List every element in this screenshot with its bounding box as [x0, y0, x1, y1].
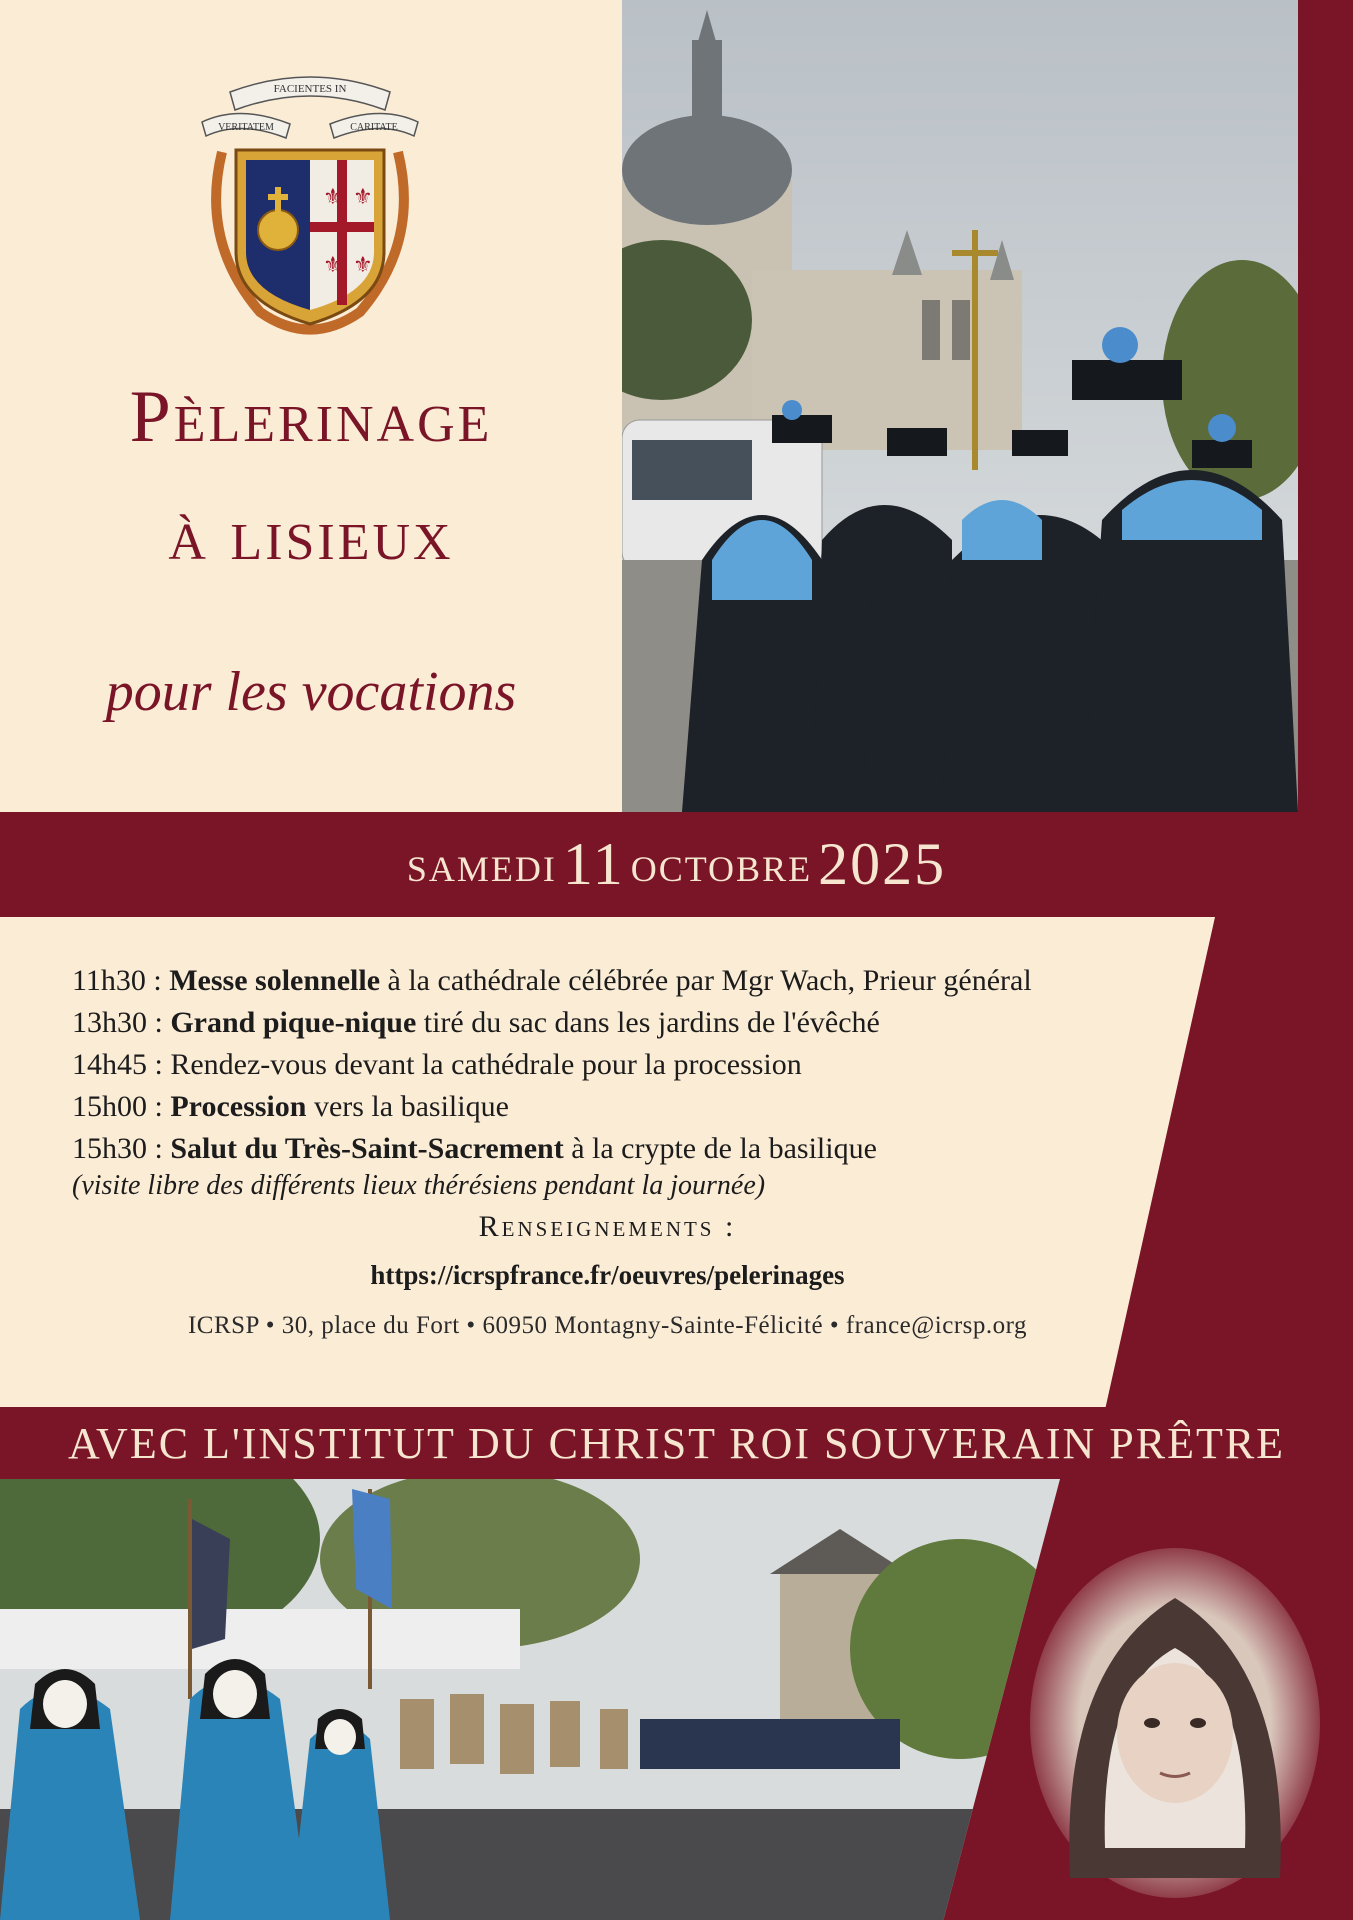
crest-logo	[200, 62, 420, 342]
schedule-detail: Rendez-vous devant la cathédrale pour la procession	[170, 1048, 802, 1081]
schedule-detail: à la cathédrale célébrée par Mgr Wach, Prieur général	[380, 964, 1032, 997]
date-day: 11	[562, 831, 625, 897]
info-address: ICRSP • 30, place du Fort • 60950 Montagny-Sainte-Félicité • france@icrsp.org	[187, 1312, 1028, 1339]
info-url-link[interactable]: https://icrspfrance.fr/oeuvres/pelerinages	[370, 1260, 845, 1290]
institute-banner: AVEC L'INSTITUT DU CHRIST ROI SOUVERAIN PRÊTRE	[67, 1418, 1286, 1468]
fleur-icon: ⚜	[323, 252, 343, 277]
schedule-note: (visite libre des différents lieux thérésiens pendant la journée)	[72, 1170, 766, 1201]
portrait-sainte-therese	[1030, 1548, 1320, 1898]
date-month: octobre	[630, 836, 813, 893]
photo-procession-street	[0, 1479, 1060, 1920]
title-line-2: à lisieux	[168, 494, 454, 576]
page-title	[0, 376, 622, 576]
schedule-item	[72, 1002, 1172, 1044]
schedule-time: 13h30 :	[72, 1006, 171, 1039]
schedule-event: Messe solennelle	[169, 964, 381, 997]
schedule-item	[72, 1044, 1172, 1086]
date-banner	[0, 812, 1353, 917]
subtitle: pour les vocations	[105, 661, 517, 723]
schedule-time: 14h45 :	[72, 1048, 171, 1081]
schedule-event: Grand pique-nique	[170, 1006, 417, 1039]
photo-basilica-procession	[622, 0, 1298, 812]
fleur-icon: ⚜	[353, 252, 373, 277]
crest-motto-left: VERITATEM	[218, 122, 274, 133]
schedule-item	[72, 1086, 1172, 1128]
schedule-event: Procession	[170, 1090, 307, 1123]
schedule-time: 15h30 :	[72, 1132, 171, 1165]
schedule-detail: vers la basilique	[306, 1090, 509, 1123]
schedule-item	[72, 960, 1172, 1002]
schedule-detail: tiré du sac dans les jardins de l'évêché	[416, 1006, 880, 1039]
date-weekday: samedi	[406, 836, 557, 893]
fleur-icon: ⚜	[353, 184, 373, 209]
schedule-detail: à la crypte de la basilique	[563, 1132, 877, 1165]
schedule-item	[72, 1128, 1172, 1170]
fleur-icon: ⚜	[323, 184, 343, 209]
schedule-event: Salut du Très-Saint-Sacrement	[170, 1132, 564, 1165]
info-heading: Renseignements :	[478, 1210, 737, 1243]
date-year: 2025	[818, 831, 947, 897]
schedule-time: 15h00 :	[72, 1090, 171, 1123]
crest-motto-top: FACIENTES IN	[273, 83, 347, 95]
schedule-time: 11h30 :	[72, 964, 170, 997]
crest-motto-right: CARITATE	[350, 122, 398, 133]
schedule-list	[72, 960, 1172, 1170]
title-line-1: Pèlerinage	[129, 376, 493, 458]
